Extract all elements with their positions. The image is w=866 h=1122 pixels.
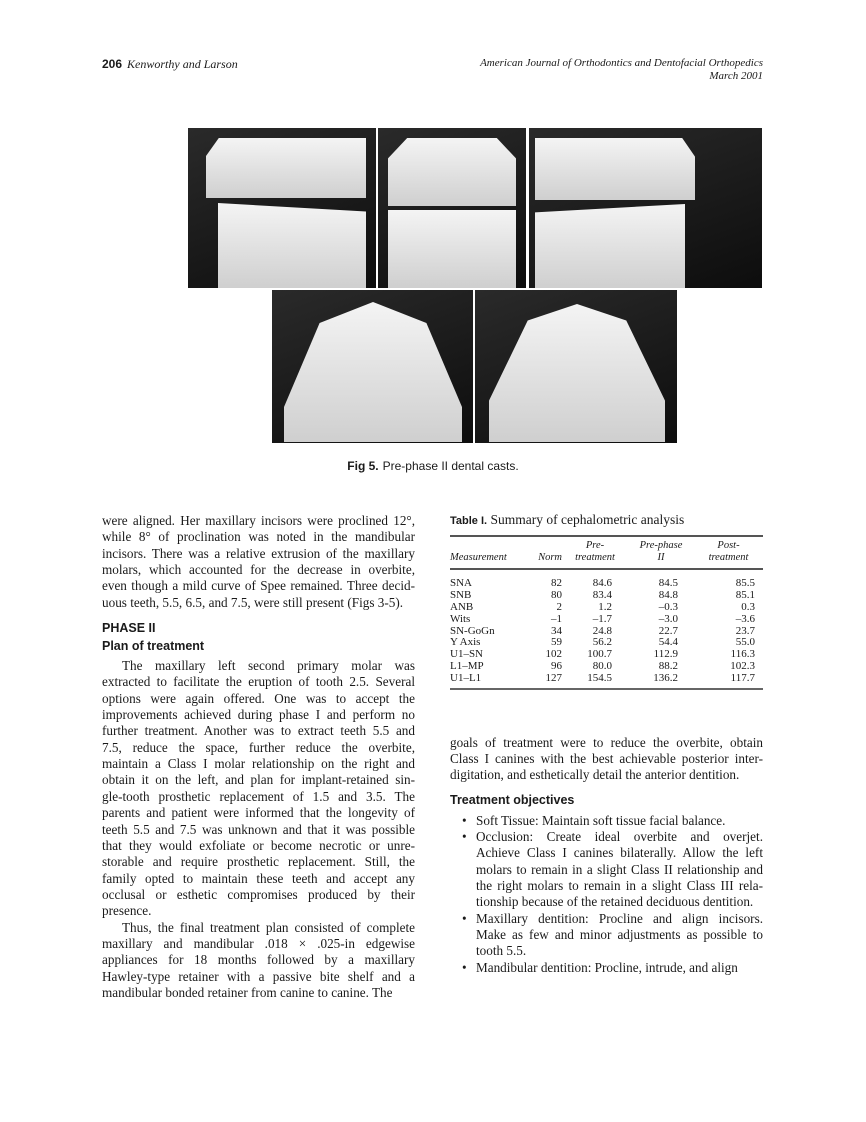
value-cell: –1.7	[592, 612, 612, 625]
table-row	[450, 673, 763, 689]
header-text	[530, 540, 562, 552]
value-cell: 102.3	[730, 659, 755, 672]
figure-label: Fig 5.	[347, 459, 379, 473]
cephalometric-table	[450, 535, 763, 689]
value-cell: –3.6	[735, 612, 755, 625]
header-text: treatment	[575, 552, 615, 564]
value-cell: 85.5	[735, 577, 755, 590]
text-line: that they would exfoliate or become necrotic or unre-	[102, 837, 415, 853]
value-cell: 80.0	[592, 659, 612, 672]
text-line: appliances for 18 months followed by a maxillary	[102, 952, 415, 968]
measurement-cell: SNB	[450, 589, 472, 602]
table-title	[450, 512, 763, 529]
column-header	[694, 536, 763, 569]
table-title-text: Summary of cephalometric analysis	[490, 512, 685, 527]
text-line: 7.5, reduce the space, further reduce the overbite,	[102, 739, 415, 755]
paragraph	[102, 658, 415, 920]
table-row	[450, 602, 763, 614]
column-header	[450, 536, 530, 569]
column-header	[562, 536, 628, 569]
value-cell: 85.1	[735, 589, 755, 602]
header-text: Measurement	[450, 552, 507, 564]
text-line: family opted to maintain these teeth and accept any	[102, 870, 415, 886]
page-number: 206	[102, 57, 123, 71]
value-cell: 112.9	[653, 648, 678, 661]
text-line: incisors. There was a relative extrusion of the maxillary	[102, 545, 415, 561]
text-line: • Mandibular dentition: Procline, intrude, and align	[476, 959, 738, 975]
cast-photo-mandibular-occlusal	[475, 290, 677, 443]
list-item	[450, 829, 763, 911]
value-cell: 154.5	[587, 671, 612, 684]
cast-photo-maxillary-occlusal	[272, 290, 473, 443]
value-cell: 82	[551, 577, 562, 590]
value-cell: 100.7	[587, 648, 612, 661]
measurement-cell: L1–MP	[450, 659, 484, 672]
table-row	[450, 614, 763, 626]
header-text: Pre-phase	[639, 540, 683, 552]
value-cell: 96	[551, 659, 562, 672]
text-line: Make as few and minor adjustments as possible to	[476, 926, 763, 942]
text-line: were aligned. Her maxillary incisors were proclined 12°,	[102, 513, 415, 528]
text-line: maintain a Class I molar relationship on the right and	[102, 756, 415, 772]
section-heading: PHASE II	[102, 621, 156, 636]
list-item	[450, 960, 763, 976]
text-line: Class I canines with the best achievable posterior inter-	[450, 750, 763, 766]
caption-text: Pre-phase II dental casts.	[382, 459, 519, 473]
value-cell: 83.4	[592, 589, 612, 602]
table-row	[450, 569, 763, 590]
value-cell: 127	[545, 671, 562, 684]
value-cell: 102	[545, 648, 562, 661]
value-cell: 55.0	[735, 636, 755, 649]
objectives-list	[450, 813, 763, 976]
authors: Kenworthy and Larson	[127, 57, 238, 71]
text-line: even though a mild curve of Spee remained. Three decid-	[102, 578, 415, 594]
value-cell: 34	[551, 624, 562, 637]
text-line: parents and patient were informed that the longevity of	[102, 805, 415, 821]
header-text: treatment	[708, 552, 749, 564]
right-column	[450, 512, 763, 976]
value-cell: 88.2	[658, 659, 678, 672]
text-line: • Occlusion: Create ideal overbite and overjet.	[476, 828, 763, 844]
value-cell: 59	[551, 636, 562, 649]
text-line: while 8° of proclination was noted in the mandibular	[102, 529, 415, 545]
value-cell: 84.6	[592, 577, 612, 590]
text-line: uous teeth, 5.5, 6.5, and 7.5, were still present (Figs 3-5).	[102, 594, 404, 610]
measurement-cell: SNA	[450, 577, 473, 590]
text-line: storable and require prosthetic replacement. Still, the	[102, 854, 415, 870]
measurement-cell: Y Axis	[450, 636, 481, 649]
text-line: The maxillary left second primary molar was	[122, 658, 415, 674]
value-cell: 80	[551, 589, 562, 602]
text-line: digitation, and esthetically detail the anterior dentition.	[450, 767, 740, 783]
cast-photo-right-lateral	[188, 128, 376, 288]
text-line: obtain it on the left, and plan for implant-retained sin-	[102, 772, 415, 788]
text-line: the right molars to remain in a slight Class III rela-	[476, 877, 763, 893]
paragraph	[450, 735, 763, 784]
text-line: Achieve Class I canines bilaterally. Allow the left	[476, 845, 763, 861]
text-line: molars, which accounted for the decrease in overbite,	[102, 562, 415, 578]
measurement-cell: ANB	[450, 600, 474, 613]
text-line: maxillary and mandibular .018 × .025-in edgewise	[102, 935, 415, 951]
running-header-right	[480, 57, 763, 83]
column-header	[530, 536, 562, 569]
text-line: tooth 5.5.	[476, 943, 527, 959]
measurement-cell: U1–L1	[450, 671, 482, 684]
value-cell: 22.7	[658, 624, 678, 637]
text-line: extracted to facilitate the eruption of tooth 2.5. Several	[102, 674, 415, 690]
text-line: Thus, the final treatment plan consisted of complete	[122, 919, 415, 935]
subsection-heading: Plan of treatment	[102, 639, 205, 654]
paragraph	[102, 513, 415, 611]
text-line: • Soft Tissue: Maintain soft tissue facial balance.	[476, 812, 726, 828]
text-line: gle-tooth prosthetic replacement of 1.5 and 3.5. The	[102, 788, 415, 804]
measurement-cell: U1–SN	[450, 648, 484, 661]
value-cell: 84.5	[658, 577, 678, 590]
text-line: mandibular bonded retainer from canine to canine. The	[102, 984, 393, 1000]
header-text	[450, 540, 530, 552]
value-cell: 0.3	[741, 600, 755, 613]
table-row	[450, 661, 763, 673]
table-label: Table I.	[450, 515, 488, 527]
value-cell: 116.3	[730, 648, 755, 661]
value-cell: 23.7	[735, 624, 755, 637]
left-column	[102, 513, 415, 1001]
text-line: teeth 5.5 and 7.5 was unknown and that it was possible	[102, 821, 415, 837]
value-cell: 117.7	[730, 671, 755, 684]
text-line: molars to remain in a slight Class II relationship and	[476, 861, 763, 877]
measurement-cell: Wits	[450, 612, 471, 625]
value-cell: 56.2	[592, 636, 612, 649]
header-text: II	[657, 552, 665, 564]
paragraph	[102, 920, 415, 1002]
text-line: options were again offered. One was to accept the	[102, 690, 415, 706]
text-line: occlusal or esthetic compromises produced by their	[102, 886, 415, 902]
text-line: improvements achieved during phase I and perform no	[102, 707, 415, 723]
value-cell: –1	[551, 612, 562, 625]
value-cell: –3.0	[658, 612, 678, 625]
text-line: further treatment. Another was to extract teeth 5.5 and	[102, 723, 415, 739]
text-line: goals of treatment were to reduce the overbite, obtain	[450, 734, 763, 750]
measurement-cell: SN-GoGn	[450, 624, 495, 637]
header-text: Pre-	[585, 540, 605, 552]
running-header-left	[102, 57, 238, 72]
value-cell: 54.4	[658, 636, 678, 649]
subsection-heading: Treatment objectives	[450, 792, 575, 807]
text-line: Hawley-type retainer with a passive bite shelf and a	[102, 968, 415, 984]
cast-photo-left-lateral	[529, 128, 762, 288]
header-text: Post-	[717, 540, 740, 552]
value-cell: 136.2	[653, 671, 678, 684]
value-cell: 2	[556, 600, 562, 613]
value-cell: –0.3	[658, 600, 678, 613]
figure-caption	[0, 459, 866, 473]
column-header	[628, 536, 694, 569]
issue-date: March 2001	[709, 70, 763, 82]
text-line: presence.	[102, 903, 152, 919]
cast-photo-frontal	[378, 128, 526, 288]
value-cell: 24.8	[592, 624, 612, 637]
journal-name: American Journal of Orthodontics and Dentofacial Orthopedics	[480, 57, 763, 69]
text-line: tionship because of the retained deciduous dentition.	[476, 894, 754, 910]
list-item	[450, 813, 763, 829]
header-text: Norm	[538, 552, 562, 564]
value-cell: 1.2	[598, 600, 612, 613]
list-item	[450, 911, 763, 960]
value-cell: 84.8	[658, 589, 678, 602]
text-line: • Maxillary dentition: Procline and align incisors.	[476, 910, 763, 926]
